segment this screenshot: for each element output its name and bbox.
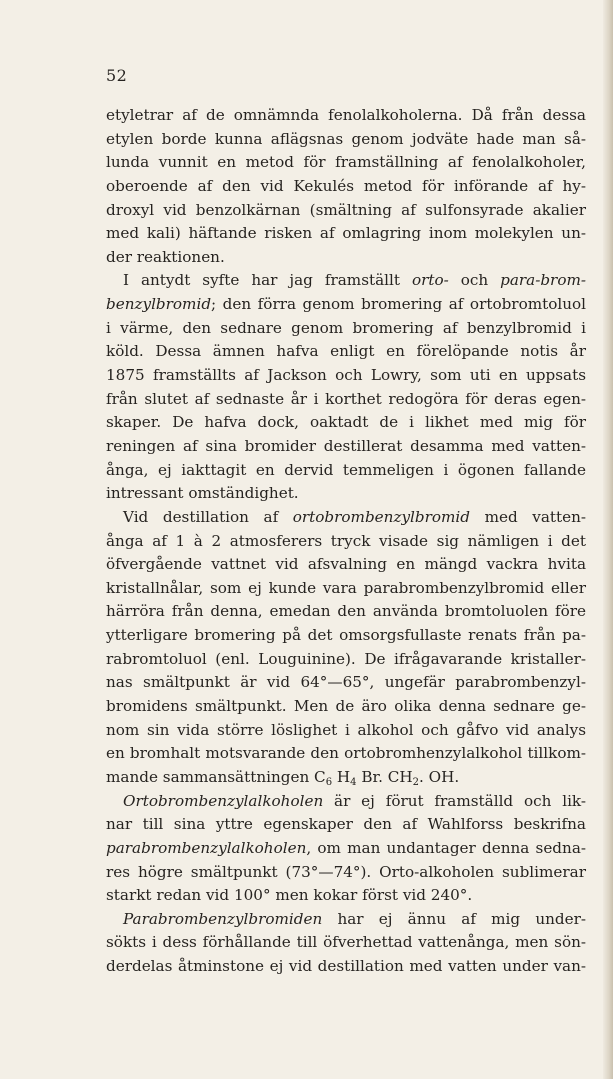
text-segment: droxyl vid benzolkärnan (smältning af sulfonsyrade akalier [106, 200, 586, 219]
text-segment: reningen af sina bromider destillerat desamma med vatten- [106, 436, 586, 455]
text-segment: skaper. De hafva dock, oaktadt de i likhet med mig för [106, 413, 586, 432]
text-line [106, 199, 586, 223]
text-line [106, 624, 586, 648]
text-line [106, 482, 586, 506]
text-segment: kristallnålar, som ej kunde vara parabrombenzylbromid eller [106, 578, 586, 597]
text-line [106, 222, 586, 246]
text-line [106, 648, 586, 672]
subscript: 6 [325, 776, 333, 788]
text-segment: bromidens smältpunkt. Men de äro olika denna sednare ge- [106, 697, 586, 716]
text-line [106, 955, 586, 979]
text-segment: Br. CH [356, 767, 413, 786]
text-line [106, 340, 586, 364]
text-segment: , om man undantager denna sedna- [306, 838, 586, 857]
text-segment: Vid destillation af [123, 507, 293, 526]
text-segment: starkt redan vid 100° men kokar först vid 240°. [106, 886, 473, 905]
text-segment: en bromhalt motsvarande den ortobromhenzylalkohol tillkom- [106, 744, 586, 763]
text-segment: ; den förra genom bromering af ortobromtoluol [211, 295, 586, 314]
italic-term: orto- [411, 271, 449, 290]
text-segment: köld. Dessa ämnen hafva enligt en förelöpande notis år [106, 342, 586, 361]
text-line [106, 175, 586, 199]
text-segment: nom sin vida större löslighet i alkohol och gåfvo vid analys [106, 720, 586, 739]
text-line [106, 671, 586, 695]
text-line [106, 269, 586, 293]
text-segment: mande sammansättningen C [106, 767, 326, 786]
text-segment: är ej förut framställd och lik- [323, 791, 586, 810]
text-segment: etylen borde kunna aflägsnas genom jodväte hade man så- [106, 129, 586, 148]
text-line [106, 459, 586, 483]
text-segment: intressant omständighet. [106, 484, 299, 503]
text-segment: ytterligare bromering på det omsorgsfullaste renats från pa- [106, 626, 586, 645]
text-line [106, 577, 586, 601]
text-segment: lunda vunnit en metod för framställning af fenolalkoholer, [106, 153, 586, 172]
text-segment: i värme, den sednare genom bromering af benzylbromid i [106, 318, 586, 337]
text-line [106, 246, 586, 270]
text-segment: från slutet af sednaste år i korthet redogöra för deras egen- [106, 389, 586, 408]
italic-term: para-brom- [500, 271, 586, 290]
text-segment: ånga, ej iakttagit en dervid temmeligen i ögonen fallande [106, 460, 586, 479]
page-number: 52 [106, 66, 128, 85]
text-segment: öfvergående vattnet vid afsvalning en mängd vackra hvita [106, 555, 586, 574]
text-line [106, 790, 586, 814]
italic-term: Parabrombenzylbromiden [123, 909, 323, 928]
text-line [106, 411, 586, 435]
italic-term: ortobrombenzylbromid [292, 507, 470, 526]
body-text [106, 104, 586, 979]
text-line [106, 931, 586, 955]
text-line [106, 388, 586, 412]
text-line [106, 364, 586, 388]
text-line [106, 719, 586, 743]
text-line [106, 908, 586, 932]
text-line [106, 742, 586, 766]
text-segment: der reaktionen. [106, 247, 225, 266]
text-line [106, 837, 586, 861]
text-segment: nas smältpunkt är vid 64°—65°, ungefär parabrombenzyl- [106, 673, 586, 692]
text-line [106, 317, 586, 341]
subscript: 4 [350, 776, 357, 788]
text-segment: ånga af 1 à 2 atmosferers tryck visade sig nämligen i det [106, 531, 586, 550]
text-segment: derdelas åtminstone ej vid destillation med vatten under van- [106, 957, 586, 976]
text-line [106, 553, 586, 577]
text-segment: rabromtoluol (enl. Louguinine). De ifrågavarande kristaller- [106, 649, 586, 668]
text-line [106, 884, 586, 908]
subscript: 2 [412, 776, 419, 788]
text-segment: oberoende af den vid Kekulés metod för införande af hy- [106, 176, 586, 195]
italic-term: Ortobrombenzylalkoholen [123, 791, 324, 810]
text-segment: med kali) häftande risken af omlagring inom molekylen un- [106, 224, 586, 243]
text-line [106, 861, 586, 885]
text-line [106, 506, 586, 530]
text-segment: nar till sina yttre egenskaper den af Wahlforss beskrifna [106, 815, 586, 834]
text-segment: I antydt syfte har jag framställt [123, 271, 412, 290]
text-segment: 1875 framställts af Jackson och Lowry, som uti en uppsats [106, 366, 586, 385]
text-segment: res högre smältpunkt (73°—74°). Orto-alkoholen sublimerar [106, 862, 586, 881]
text-line [106, 600, 586, 624]
text-segment: . OH. [419, 767, 460, 786]
text-line [106, 695, 586, 719]
text-line [106, 530, 586, 554]
text-segment: med vatten- [470, 507, 586, 526]
text-line [106, 128, 586, 152]
page-edge [603, 0, 613, 1079]
text-segment: sökts i dess förhållande till öfverhettad vattenånga, men sön- [106, 933, 586, 952]
text-line [106, 293, 586, 317]
italic-term: benzylbromid [106, 295, 212, 314]
text-line [106, 104, 586, 128]
text-segment: etyletrar af de omnämnda fenolalkoholerna. Då från dessa [106, 106, 586, 124]
text-segment: har ej ännu af mig under- [322, 909, 586, 928]
italic-term: parabrombenzylalkoholen [106, 838, 307, 857]
text-segment: härröra från denna, emedan den använda bromtoluolen före [106, 602, 586, 621]
text-line [106, 766, 586, 790]
text-line [106, 435, 586, 459]
text-segment: H [332, 767, 351, 786]
text-line [106, 151, 586, 175]
text-line [106, 813, 586, 837]
text-segment: och [448, 271, 501, 290]
